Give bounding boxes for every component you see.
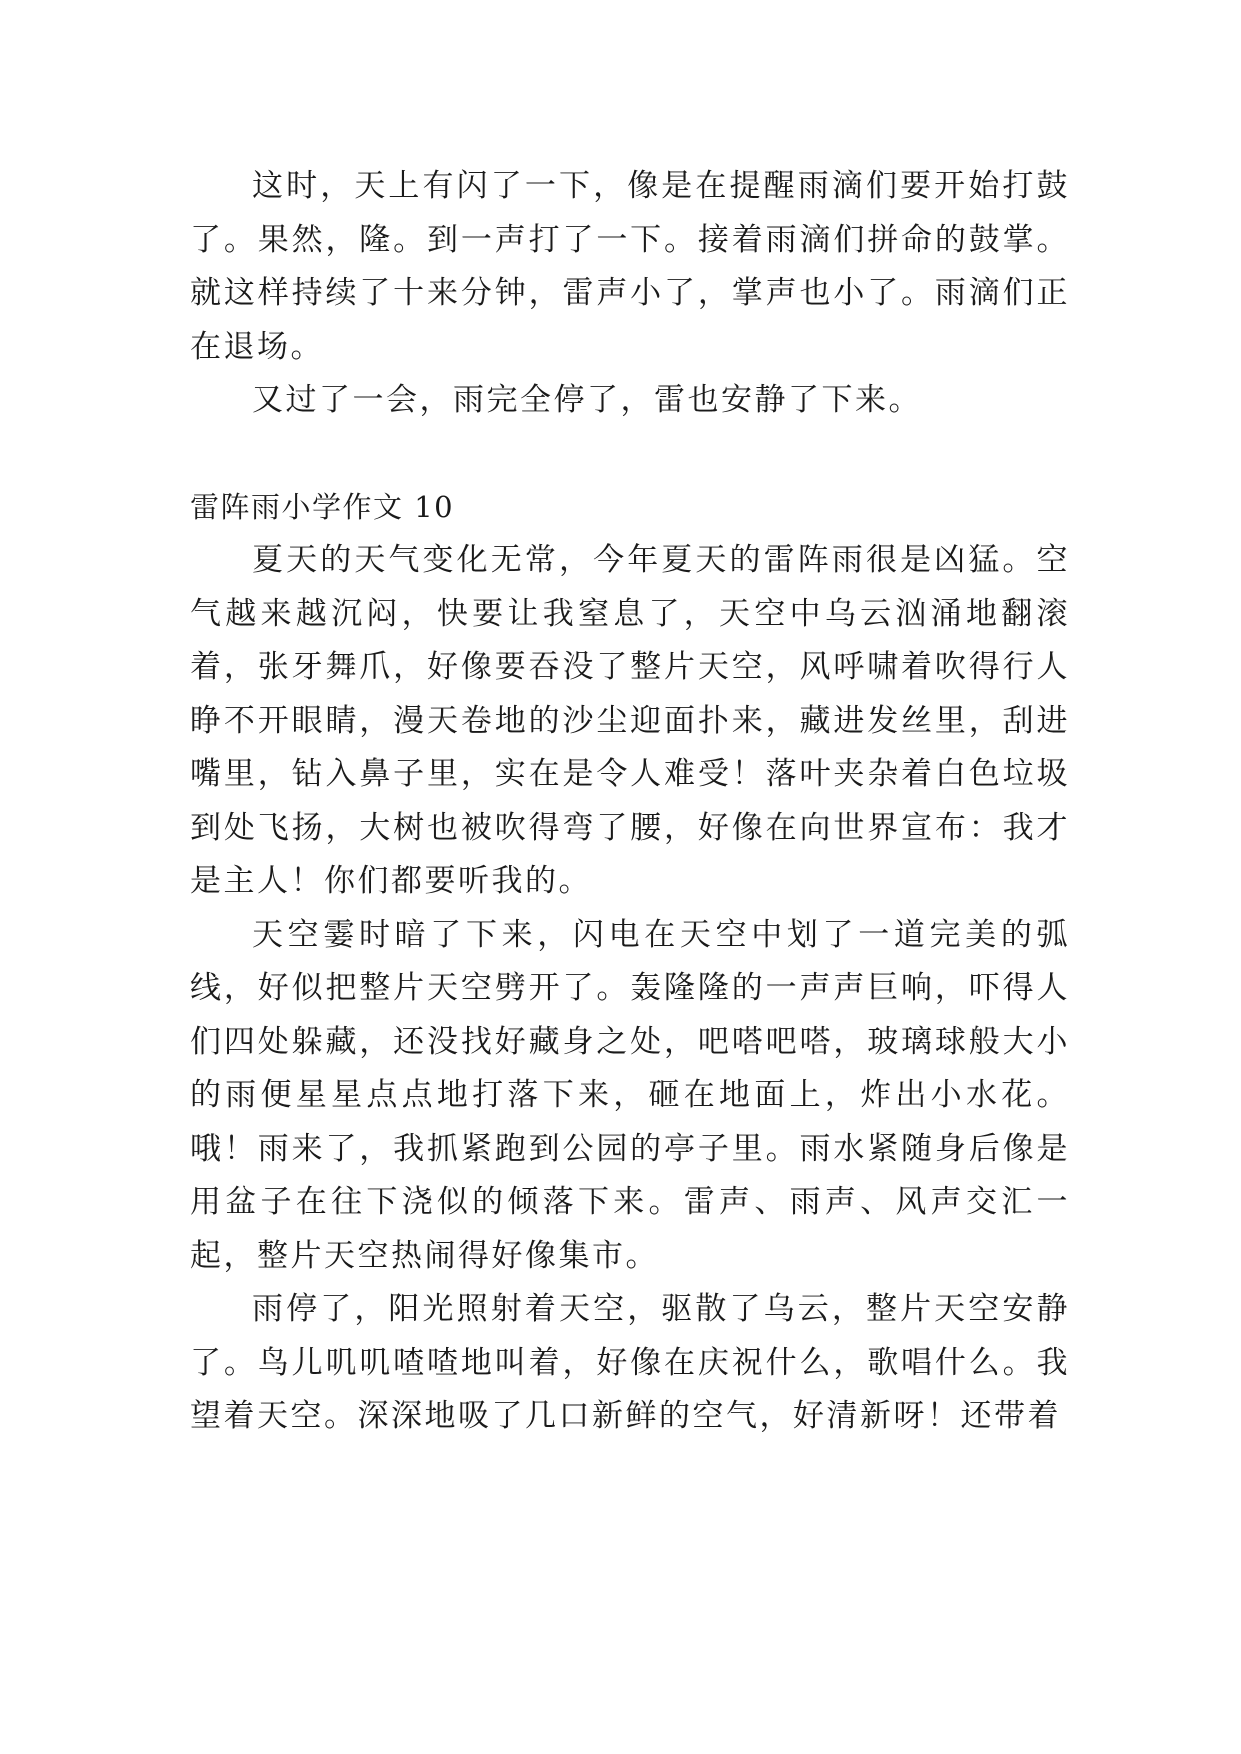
section-title: 雷阵雨小学作文 10 bbox=[190, 489, 455, 524]
paragraph-lightning-drums: 这时，天上有闪了一下，像是在提醒雨滴们要开始打鼓了。果然，隆。到一声打了一下。接着雨滴们拼命的鼓掌。就这样持续了十来分钟，雷声小了，掌声也小了。雨滴们正在退场。 bbox=[190, 168, 1070, 365]
document-page bbox=[190, 160, 1070, 1444]
paragraph-thunder-lightning: 天空霎时暗了下来，闪电在天空中划了一道完美的弧线，好似把整片天空劈开了。轰隆隆的一声声巨响，吓得人们四处躲藏，还没找好藏身之处，吧嗒吧嗒，玻璃球般大小的雨便星星点点地打落下来，砸在地面上，炸出小水花。哦！雨来了，我抓紧跑到公园的亭子里。雨水紧随身后像是用盆子在往下浇似的倾落下来。雷声、雨声、风声交汇一起，整片天空热闹得好像集市。 bbox=[190, 916, 1070, 1274]
paragraph-summer-weather: 夏天的天气变化无常，今年夏天的雷阵雨很是凶猛。空气越来越沉闷，快要让我窒息了，天空中乌云汹涌地翻滚着，张牙舞爪，好像要吞没了整片天空，风呼啸着吹得行人睁不开眼睛，漫天卷地的沙尘迎面扑来，藏进发丝里，刮进嘴里，钻入鼻子里，实在是令人难受！落叶夹杂着白色垃圾到处飞扬，大树也被吹得弯了腰，好像在向世界宣布：我才是主人！你们都要听我的。 bbox=[190, 542, 1070, 899]
paragraph-rain-stopped: 又过了一会，雨完全停了，雷也安静了下来。 bbox=[252, 382, 922, 418]
paragraph-after-rain: 雨停了，阳光照射着天空，驱散了乌云，整片天空安静了。鸟儿叽叽喳喳地叫着，好像在庆祝什么，歌唱什么。我望着天空。深深地吸了几口新鲜的空气，好清新呀！还带着 bbox=[190, 1291, 1070, 1434]
